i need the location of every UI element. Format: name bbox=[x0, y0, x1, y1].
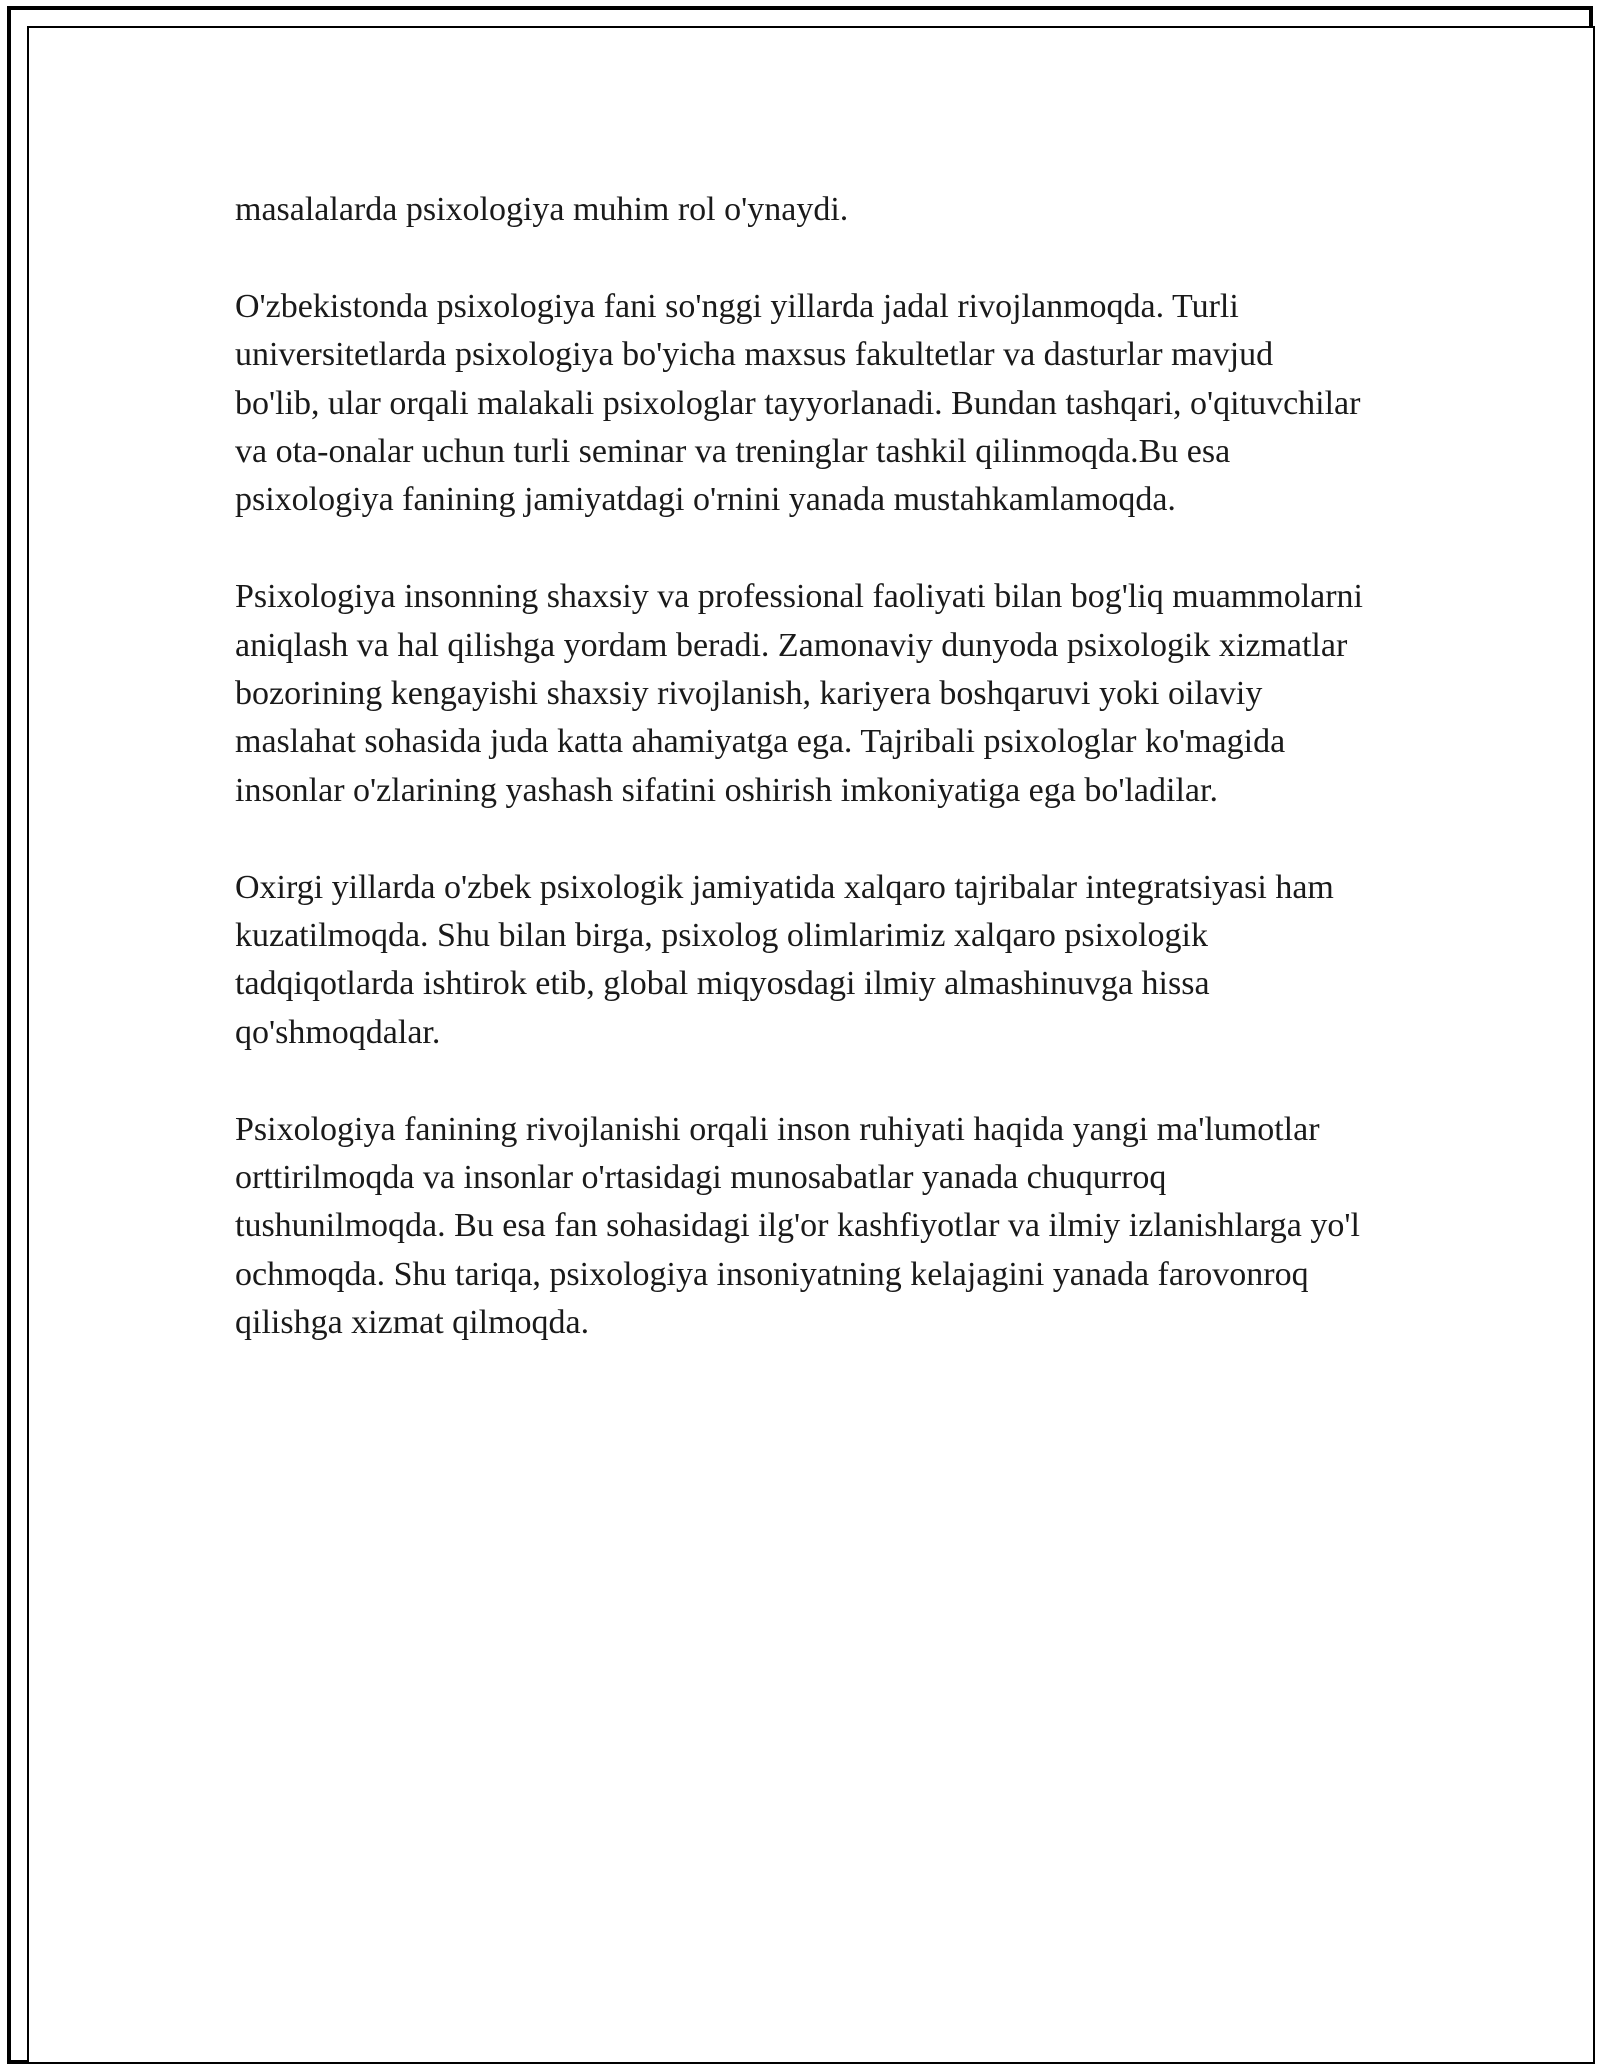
paragraph-5: Psixologiya fanining rivojlanishi orqali inson ruhiyati haqida yangi ma'lumotlar orttirilmoqda va insonlar o'rtasidagi munosabatlar yanada chuqurroq tushunilmoqda. Bu esa fan sohasidagi ilg'or kashfiyotlar va ilmiy izlanishlarga yo'l ochmoqda. Shu tariqa, psixologiya insoniyatning kelajagini yanada farovonroq qilishga xizmat qilmoqda. bbox=[235, 1110, 1360, 1342]
paragraph-1: masalalarda psixologiya muhim rol o'ynaydi. bbox=[235, 191, 849, 228]
paragraph-3: Psixologiya insonning shaxsiy va professional faoliyati bilan bog'liq muammolarni aniqlash va hal qilishga yordam beradi. Zamonaviy dunyoda psixologik xizmatlar bozorining kengayishi shaxsiy rivojlanish, kariyera boshqaruvi yoki oilaviy maslahat sohasida juda katta ahamiyatga ega. Tajribali psixologlar ko'magida insonlar o'zlarining yashash sifatini oshirish imkoniyatiga ega bo'ladilar. bbox=[235, 578, 1363, 809]
paragraph-2: O'zbekistonda psixologiya fani so'nggi yillarda jadal rivojlanmoqda. Turli universitetlarda psixologiya bo'yicha maxsus fakultetlar va dasturlar mavjud bo'lib, ular orqali malakali psixologlar tayyorlanadi. Bundan tashqari, o'qituvchilar va ota-onalar uchun turli seminar va treninglar tashkil qilinmoqda.Bu esa psixologiya fanining jamiyatdagi o'rnini yanada mustahkamlamoqda. bbox=[235, 287, 1361, 519]
paragraph-4: Oxirgi yillarda o'zbek psixologik jamiyatida xalqaro tajribalar integratsiyasi ham kuzatilmoqda. Shu bilan birga, psixolog olimlarimiz xalqaro psixologik tadqiqotlarda ishtirok etib, global miqyosdagi ilmiy almashinuvga hissa qo'shmoqdalar. bbox=[235, 868, 1334, 1051]
document-body bbox=[235, 186, 1365, 1348]
